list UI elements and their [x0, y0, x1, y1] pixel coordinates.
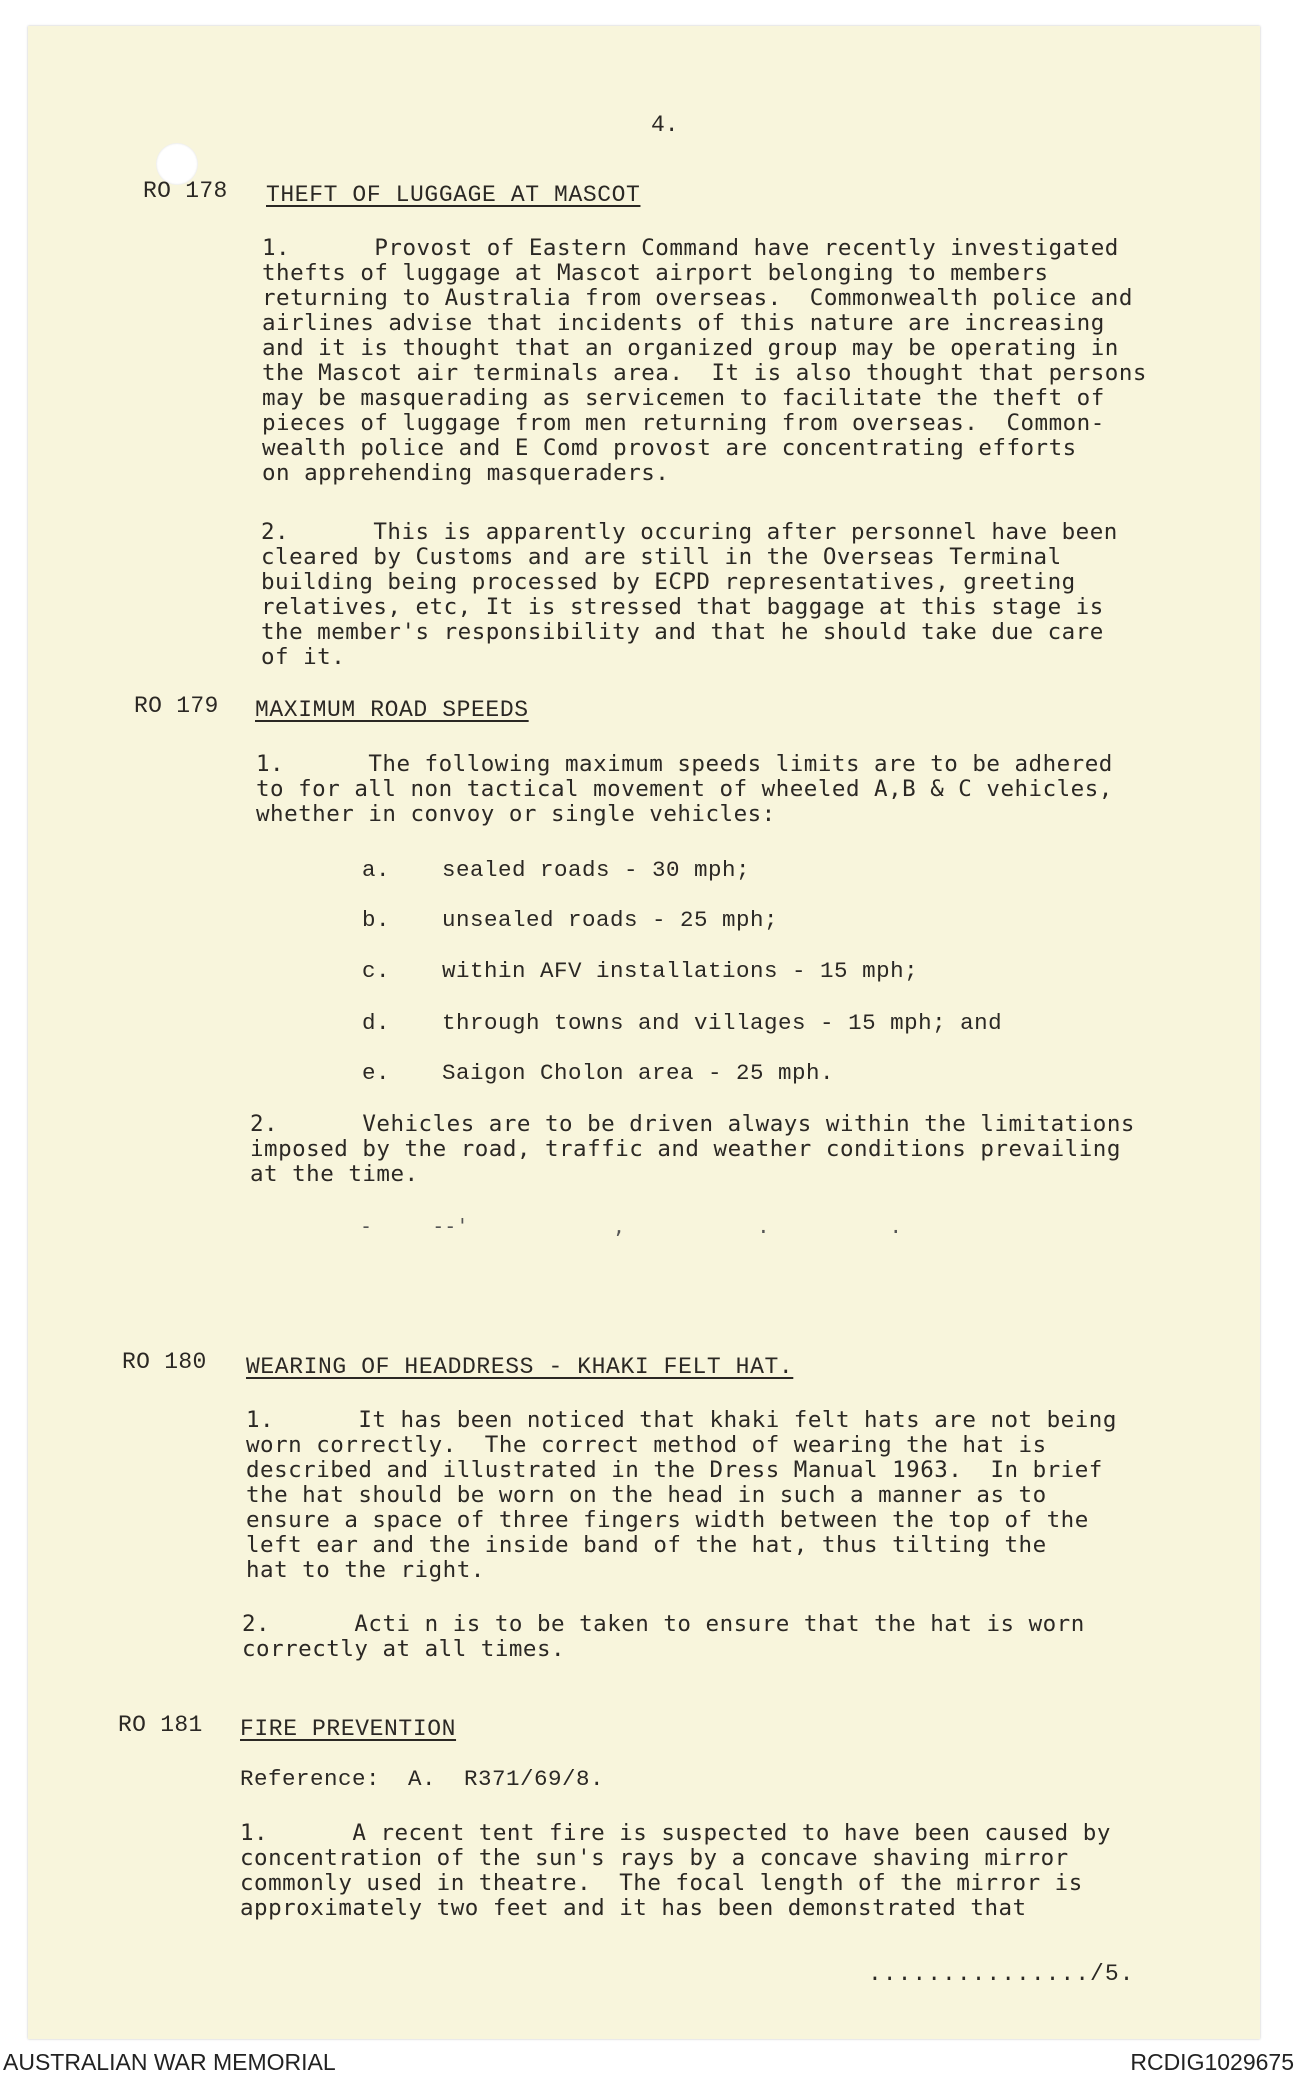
footer-record-id: RCDIG1029675: [1130, 2049, 1294, 2075]
ro180-paragraph-1: 1. It has been noticed that khaki felt hats are not being worn correctly. The correct method of wearing the hat is described and illustrated in the Dress Manual 1963. In brief the hat should be worn on the head in such a manner as to ensure a space of three fingers width between the top of the left ear and the inside band of the hat, thus tilting the hat to the right.: [246, 1407, 1117, 1583]
ro-number-179: RO 179: [134, 693, 219, 719]
item-label: d.: [362, 1010, 391, 1036]
ro178-paragraph-1: 1. Provost of Eastern Command have recently investigated thefts of luggage at Mascot airport belonging to members returning to Australia from overseas. Commonwealth police and airlines advise that incidents of this nature are increasing and it is thought that an organized group may be operating in the Mascot air terminals area. It is also thought that persons may be masquerading as servicemen to facilitate the theft of pieces of luggage from men returning from overseas. Common- wealth police and E Comd provost are concentrating efforts on apprehending masqueraders.: [262, 235, 1147, 486]
item-text: sealed roads - 30 mph;: [442, 857, 751, 883]
ro-number-180: RO 180: [122, 1349, 207, 1375]
speed-limit-item-e: [362, 1060, 834, 1086]
item-text: within AFV installations - 15 mph;: [442, 958, 919, 984]
ro179-paragraph-2: 2. Vehicles are to be driven always within the limitations imposed by the road, traffic and weather conditions prevailing at the time.: [250, 1111, 1135, 1187]
item-label: e.: [362, 1060, 391, 1086]
item-label: a.: [362, 857, 391, 883]
item-text: Saigon Cholon area - 25 mph.: [442, 1060, 835, 1086]
stray-typewriter-marks: - --' , . .: [360, 1214, 902, 1238]
reference-line: Reference: A. R371/69/8.: [240, 1766, 605, 1792]
item-text: through towns and villages - 15 mph; and: [442, 1010, 1003, 1036]
speed-limit-item-b: [362, 907, 778, 933]
speed-limit-item-d: [362, 1010, 1002, 1036]
item-label: b.: [362, 907, 391, 933]
ro181-paragraph-1: 1. A recent tent fire is suspected to have been caused by concentration of the sun's rays by a concave shaving mirror commonly used in theatre. The focal length of the mirror is approximately two feet and it has been demonstrated that: [240, 1820, 1111, 1921]
ro-number-181: RO 181: [118, 1712, 203, 1738]
item-label: c.: [362, 958, 391, 984]
ro179-paragraph-1: 1. The following maximum speeds limits are to be adhered to for all non tactical movement of wheeled A,B & C vehicles, whether in convoy or single vehicles:: [256, 751, 1113, 827]
footer-institution: AUSTRALIAN WAR MEMORIAL: [3, 2049, 336, 2075]
speed-limit-item-a: [362, 857, 750, 883]
section-heading-theft-of-luggage: THEFT OF LUGGAGE AT MASCOT: [266, 182, 641, 208]
page-number: 4.: [651, 112, 679, 138]
continuation-marker: .............../5.: [868, 1961, 1135, 1987]
ro180-paragraph-2: 2. Acti n is to be taken to ensure that the hat is worn correctly at all times.: [242, 1611, 1085, 1662]
section-heading-fire-prevention: FIRE PREVENTION: [240, 1716, 457, 1742]
speed-limit-item-c: [362, 958, 918, 984]
section-heading-wearing-of-headdress: WEARING OF HEADDRESS - KHAKI FELT HAT.: [246, 1354, 794, 1380]
ro-number-178: RO 178: [143, 178, 228, 204]
section-heading-maximum-road-speeds: MAXIMUM ROAD SPEEDS: [255, 697, 529, 723]
item-text: unsealed roads - 25 mph;: [442, 907, 779, 933]
ro178-paragraph-2: 2. This is apparently occuring after personnel have been cleared by Customs and are still in the Overseas Terminal building being processed by ECPD representatives, greeting relatives, etc, It is stressed that baggage at this stage is the member's responsibility and that he should take due care of it.: [261, 519, 1118, 670]
